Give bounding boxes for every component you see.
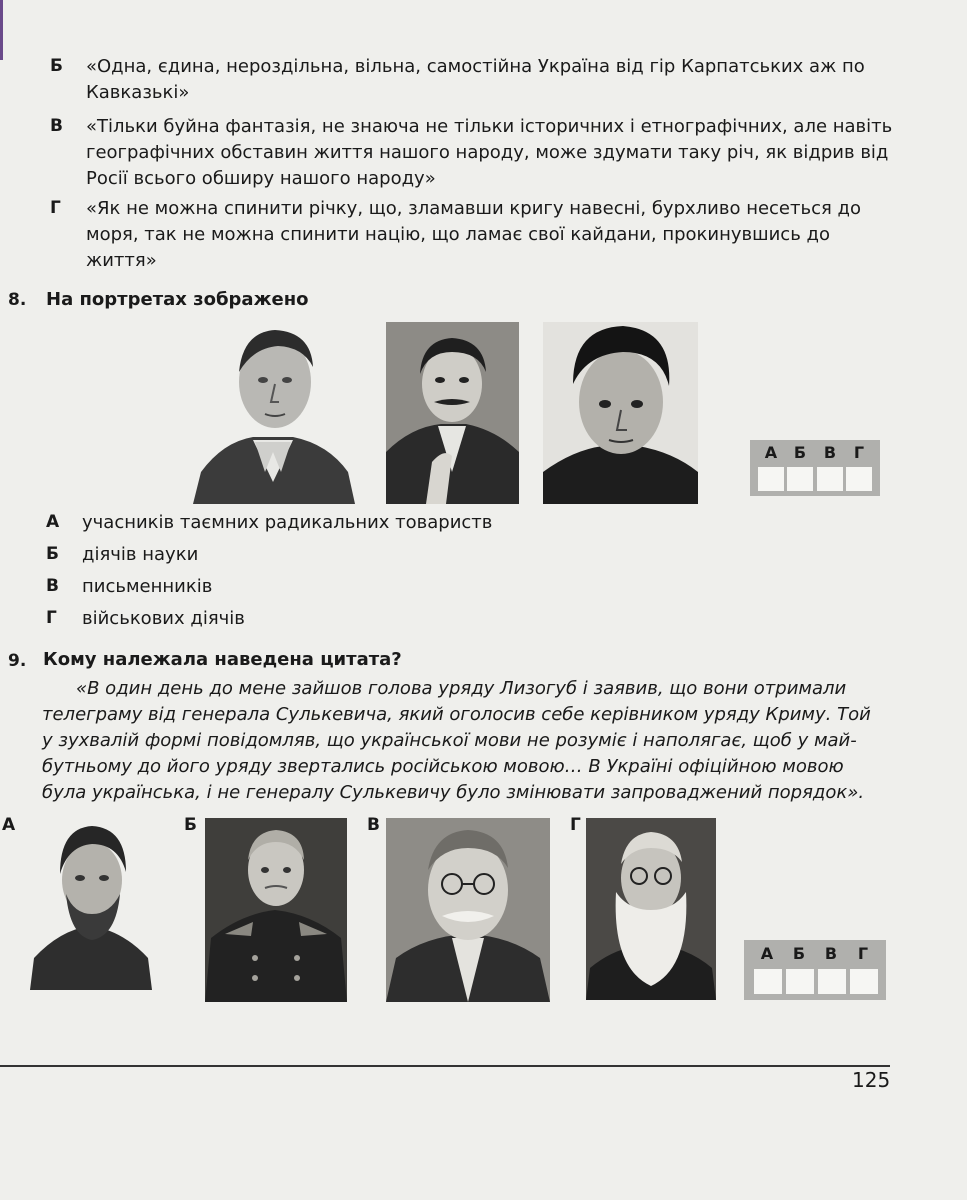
option-line: Кавказькі» xyxy=(86,82,190,103)
option-line: «Одна, єдина, нероздільна, вільна, самостійна Україна від гір Карпатських аж по xyxy=(86,56,865,77)
page-edge-mark xyxy=(0,0,3,60)
option-text xyxy=(86,114,892,192)
portrait-glasses-mustache-photo xyxy=(386,818,550,1002)
option-letter: В xyxy=(46,576,59,596)
option-line: «Як не можна спинити річку, що, зламавши кригу навесні, бурхливо несеться до xyxy=(86,198,862,219)
question-title: Кому належала наведена цитата? xyxy=(43,649,402,670)
photo-label: Г xyxy=(570,815,581,835)
portrait-young-man-photo xyxy=(543,322,698,504)
answer-grid-label: А xyxy=(764,443,778,462)
option-text xyxy=(86,196,861,274)
question-title: На портретах зображено xyxy=(46,289,309,310)
option-line: життя» xyxy=(86,250,157,271)
option-text xyxy=(86,54,865,106)
answer-cell[interactable] xyxy=(787,467,813,491)
quote-line: бутньому до його уряду звертались російською мовою… В Україні офіційною мовою xyxy=(42,756,844,777)
answer-cell[interactable] xyxy=(786,969,814,994)
answer-grid-label: А xyxy=(760,944,774,963)
portrait-white-beard-photo xyxy=(586,818,716,1000)
answer-grid xyxy=(744,940,886,1000)
answer-grid-label: В xyxy=(824,944,838,963)
answer-grid-label: Б xyxy=(792,944,806,963)
option-text: військових діячів xyxy=(82,608,245,629)
quote-line: у зухвалій формі повідомляв, що української мови не розуміє і наполягає, щоб у май- xyxy=(42,730,857,751)
photo-label: Б xyxy=(184,815,197,835)
option-letter: Б xyxy=(46,544,59,564)
photo-label: А xyxy=(2,815,16,835)
answer-cell[interactable] xyxy=(850,969,878,994)
footer-rule xyxy=(0,1065,890,1067)
option-letter: Б xyxy=(50,56,63,76)
option-letter: Г xyxy=(46,608,57,628)
answer-cell[interactable] xyxy=(754,969,782,994)
quote-line: була українська, і не генералу Сулькевичу було змінювати запроваджений порядок». xyxy=(42,782,865,803)
answer-cell[interactable] xyxy=(758,467,784,491)
option-letter: Г xyxy=(50,198,61,218)
quote-text xyxy=(42,676,888,806)
photo-label: В xyxy=(367,815,380,835)
option-line: географічних обставин життя нашого народу, може здумати таку річ, як відрив від xyxy=(86,142,889,163)
option-letter: А xyxy=(46,512,60,532)
quote-line: «В один день до мене зайшов голова уряду Лизогуб і заявив, що вони отримали xyxy=(76,678,847,699)
answer-grid-label: Б xyxy=(793,443,807,462)
option-line: «Тільки буйна фантазія, не знаюча не тільки історичних і етнографічних, але навіть xyxy=(86,116,893,137)
portrait-engraving-photo xyxy=(193,322,355,504)
answer-grid xyxy=(750,440,880,496)
portrait-bearded-man-photo xyxy=(30,818,152,990)
answer-cell[interactable] xyxy=(817,467,843,491)
answer-cell[interactable] xyxy=(818,969,846,994)
portrait-military-officer-photo xyxy=(205,818,347,1002)
answer-grid-label: В xyxy=(823,443,837,462)
option-text: письменників xyxy=(82,576,213,597)
answer-grid-label: Г xyxy=(853,443,865,462)
answer-grid-label: Г xyxy=(857,944,869,963)
portrait-mustache-photo xyxy=(386,322,519,504)
option-letter: В xyxy=(50,116,63,136)
page-number: 125 xyxy=(852,1068,891,1092)
option-text: учасників таємних радикальних товариств xyxy=(82,512,493,533)
answer-cell[interactable] xyxy=(846,467,872,491)
question-number: 9. xyxy=(8,651,27,671)
option-line: моря, так не можна спинити націю, що ламає свої кайдани, прокинувшись до xyxy=(86,224,830,245)
option-line: Росії всього обширу нашого народу» xyxy=(86,168,436,189)
option-text: діячів науки xyxy=(82,544,199,565)
quote-line: телеграму від генерала Сулькевича, який оголосив себе керівником уряду Криму. Той xyxy=(42,704,871,725)
question-number: 8. xyxy=(8,290,27,310)
